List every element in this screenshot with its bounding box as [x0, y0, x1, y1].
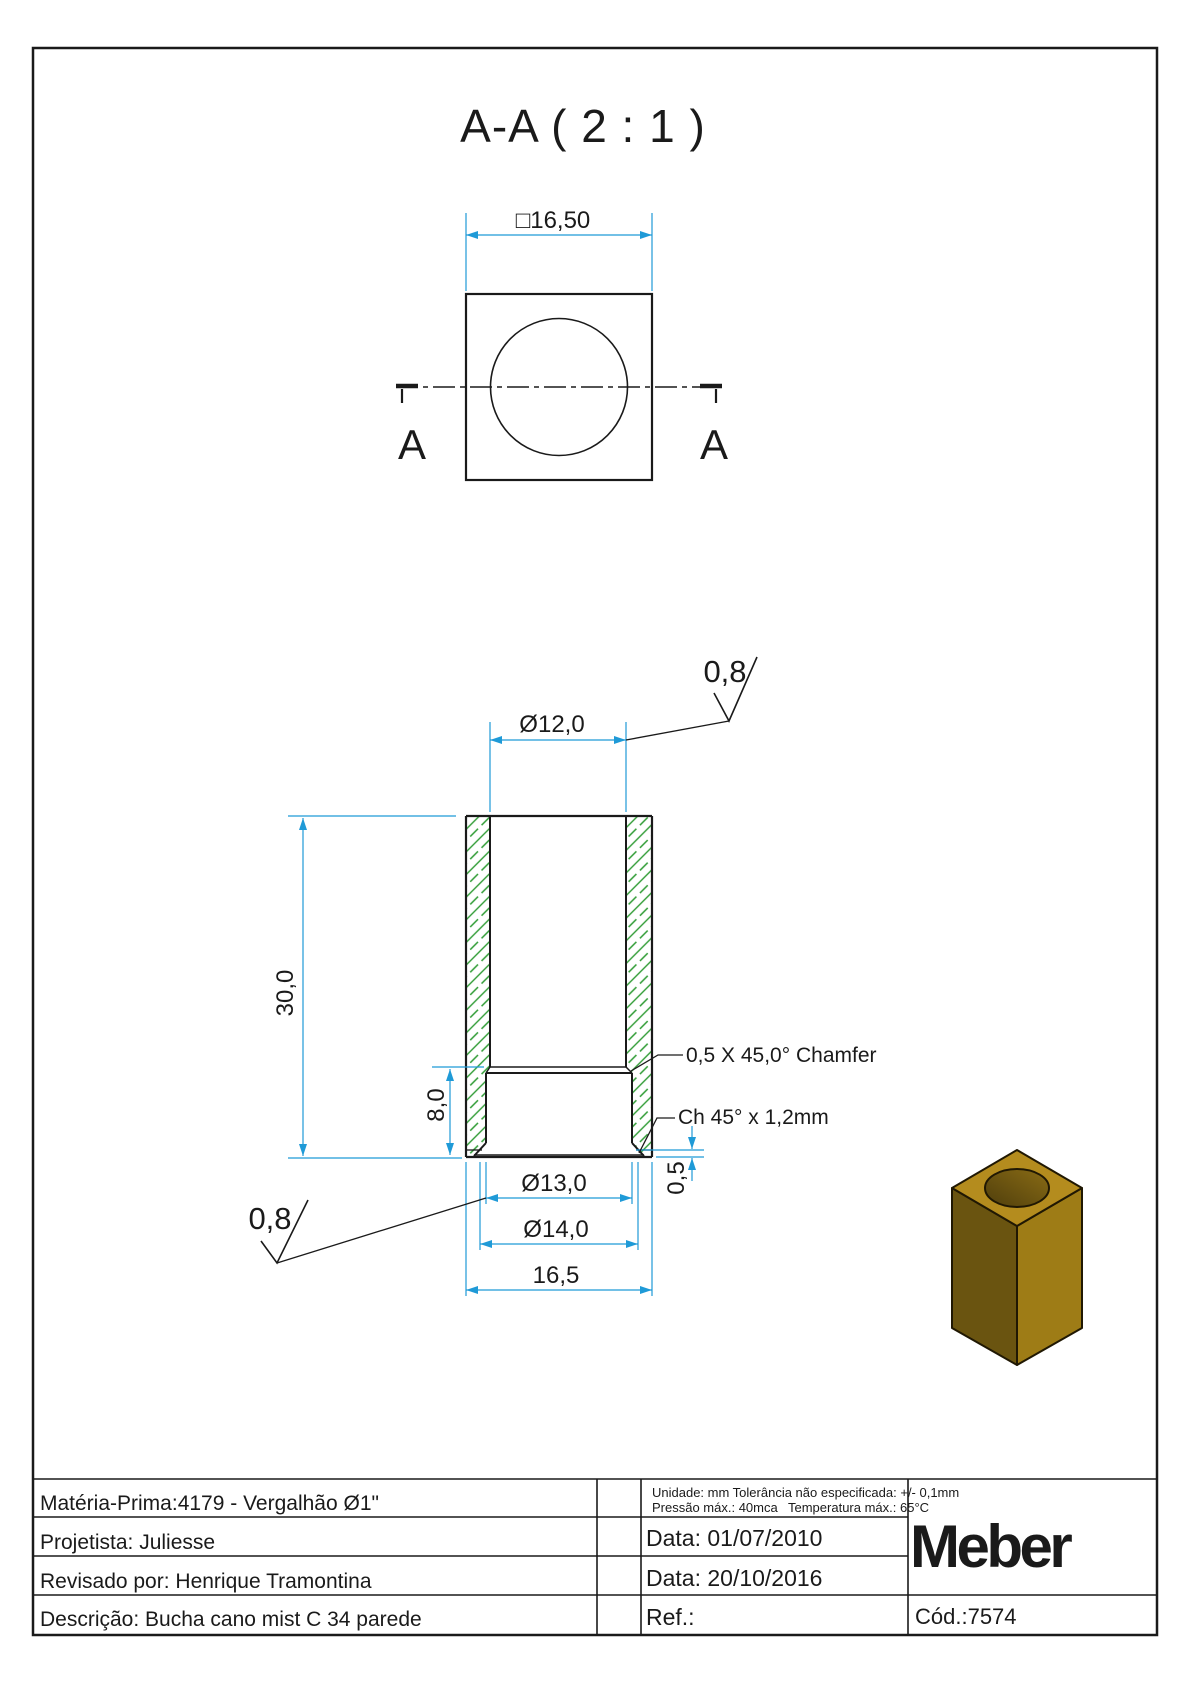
- sheet-border: [33, 48, 1157, 1635]
- field-data-criacao: Data: 01/07/2010: [646, 1525, 823, 1551]
- dim-label-square: □16,50: [515, 207, 591, 234]
- iso-bore-hole: [985, 1169, 1049, 1207]
- roughness-value-bottom: 0,8: [248, 1201, 292, 1236]
- field-temperatura: Temperatura máx.: 65°C: [788, 1500, 930, 1515]
- section-title: A-A ( 2 : 1 ): [460, 100, 706, 152]
- field-ref: Ref.:: [646, 1604, 695, 1630]
- field-pressao: Pressão máx.: 40mca: [652, 1500, 778, 1515]
- field-materia-prima: Matéria-Prima:4179 - Vergalhão Ø1": [40, 1492, 379, 1515]
- cut-label-left: A: [397, 421, 427, 468]
- meber-logo: Meber: [910, 1513, 1070, 1580]
- cut-label-right: A: [699, 421, 729, 468]
- dim-label-counterbore: Ø13,0: [521, 1170, 587, 1197]
- isometric-view: [952, 1150, 1082, 1365]
- roughness-value-top: 0,8: [703, 654, 747, 689]
- dim-label-height: 30,0: [272, 969, 299, 1017]
- field-data-revisao: Data: 20/10/2016: [646, 1565, 823, 1591]
- field-unidade-tolerancia: Unidade: mm Tolerância não especificada: +/- 0,1mm: [652, 1485, 960, 1500]
- note-step-chamfer-text: 0,5 X 45,0° Chamfer: [686, 1044, 877, 1067]
- dim-label-outer: 16,5: [532, 1262, 580, 1289]
- dim-label-bore: Ø12,0: [519, 711, 585, 738]
- dim-label-depth: 8,0: [423, 1088, 450, 1122]
- field-cod: Cód.:7574: [915, 1604, 1017, 1629]
- note-bottom-chamfer-text: Ch 45° x 1,2mm: [678, 1106, 829, 1129]
- dim-label-band: 0,5: [663, 1161, 690, 1195]
- dim-label-chamfer-dia: Ø14,0: [523, 1216, 589, 1243]
- field-revisado: Revisado por: Henrique Tramontina: [40, 1570, 372, 1593]
- field-descricao: Descrição: Bucha cano mist C 34 parede: [40, 1608, 422, 1631]
- field-projetista: Projetista: Juliesse: [40, 1531, 216, 1554]
